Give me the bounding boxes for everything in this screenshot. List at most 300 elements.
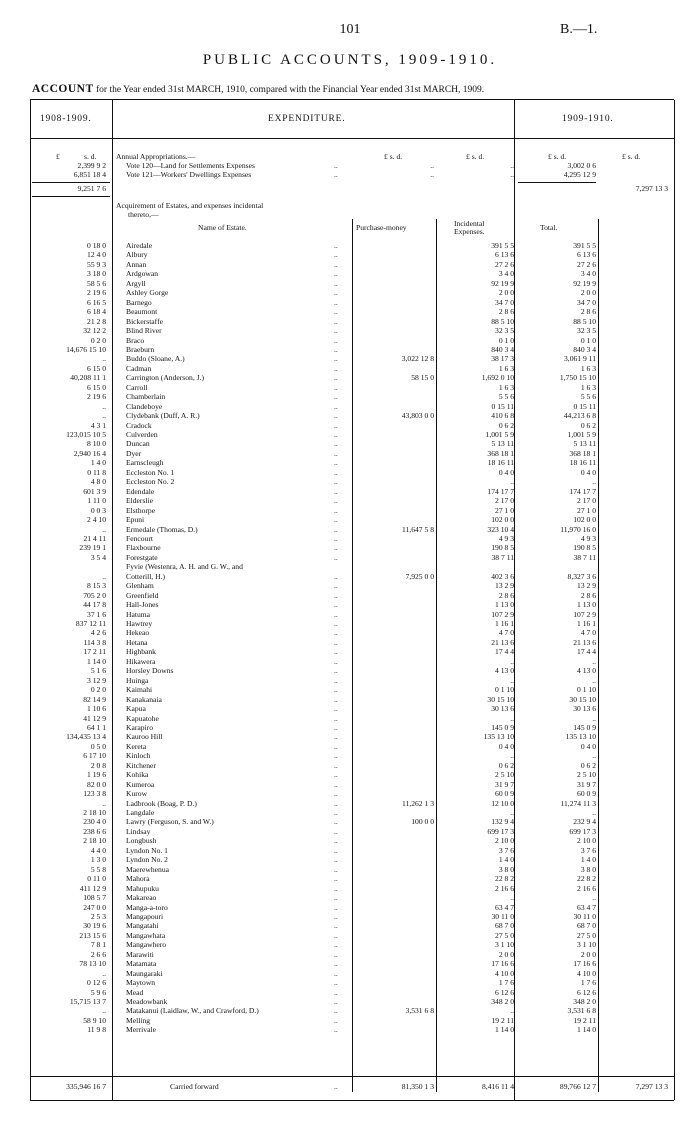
estate-row — [30, 317, 674, 326]
row-estate-name: Edendale — [126, 486, 155, 496]
row-leader: .. — [334, 439, 338, 449]
row-leader: .. — [334, 288, 338, 298]
row-total: 92 19 9 — [573, 278, 596, 288]
estate-row — [30, 421, 674, 430]
row-estate-name: Ashley Gorge — [126, 288, 169, 298]
row-total: 4 9 3 — [580, 533, 596, 543]
annual-leader: .. — [334, 170, 338, 179]
row-total: 88 5 10 — [573, 316, 596, 326]
row-total: 1 6 3 — [580, 363, 596, 373]
row-leader: .. — [334, 808, 338, 817]
row-leader: .. — [334, 864, 338, 874]
estate-row — [30, 430, 674, 439]
row-estate-name: Bickerstaffe — [126, 316, 163, 326]
row-incidental: 1 4 0 — [498, 855, 514, 865]
row-prev-year: 1 11 0 — [87, 496, 106, 506]
row-estate-name: Cradock — [126, 420, 152, 430]
row-estate-name: Glenham — [126, 581, 154, 591]
row-prev-year: 0 5 0 — [90, 741, 106, 751]
prev-year-header: 1908-1909. — [40, 114, 92, 124]
row-prev-year: 1 14 0 — [87, 656, 106, 666]
row-total: .. — [592, 751, 596, 761]
row-total: 6 13 6 — [577, 250, 596, 260]
estate-row — [30, 1006, 674, 1015]
row-estate-name: Huinga — [126, 675, 149, 685]
estate-row — [30, 496, 674, 505]
row-total: 32 3 5 — [577, 326, 596, 336]
header-rule — [30, 138, 674, 139]
estate-row — [30, 373, 674, 382]
row-estate-name: Lindsay — [126, 826, 151, 836]
row-total: 135 13 10 — [565, 732, 596, 742]
row-prev-year: 1 19 6 — [87, 770, 106, 780]
row-total: 22 8 2 — [577, 874, 596, 884]
row-incidental: .. — [510, 893, 514, 903]
row-leader: .. — [334, 845, 338, 855]
row-prev-year: 12 4 0 — [87, 250, 106, 260]
unit-incidental: £ s. d. — [466, 152, 485, 161]
estate-row — [30, 553, 674, 562]
row-estate-name: Merrivale — [126, 1025, 156, 1035]
row-total: 840 3 4 — [573, 344, 596, 354]
estate-row — [30, 477, 674, 486]
row-total: 30 13 6 — [573, 704, 596, 714]
row-incidental: 30 11 0 — [491, 911, 514, 921]
row-purchase-money: 3,022 12 8 — [401, 354, 434, 364]
row-incidental: 0 4 0 — [498, 741, 514, 751]
row-leader: .. — [334, 741, 338, 751]
row-estate-name: Maerewhenua — [126, 864, 170, 874]
row-leader: .. — [334, 533, 338, 543]
account-word: ACCOUNT — [32, 83, 94, 95]
estate-row — [30, 402, 674, 411]
row-prev-year: 58 5 6 — [87, 278, 106, 288]
row-estate-name: Mangawhero — [126, 940, 167, 950]
row-incidental: 0 1 0 — [498, 335, 514, 345]
row-total: 2 17 0 — [577, 496, 596, 506]
unit-curr: £ s. d. — [622, 152, 641, 161]
row-leader: .. — [334, 430, 338, 439]
estate-row — [30, 940, 674, 949]
unit-sd-prev — [84, 152, 96, 161]
row-leader: .. — [334, 552, 338, 562]
row-prev-year: 1 10 6 — [87, 704, 106, 714]
row-prev-year: 0 2 0 — [90, 335, 106, 345]
row-incidental: 0 4 0 — [498, 467, 514, 477]
row-leader: .. — [334, 732, 338, 742]
row-total: 5 13 11 — [573, 439, 596, 449]
row-prev-year: .. — [102, 354, 106, 364]
row-incidental: 38 17 3 — [491, 354, 514, 364]
row-incidental: 4 13 0 — [495, 666, 514, 676]
row-prev-year: 108 5 7 — [83, 893, 106, 903]
acquirement-heading: Acquirement of Estates, and expenses incidental — [116, 201, 264, 210]
unit-d-prev: d. — [90, 152, 97, 161]
row-leader: .. — [334, 760, 338, 770]
row-prev-year: .. — [102, 524, 106, 534]
estate-name-header: Name of Estate. — [198, 223, 247, 232]
estate-row — [30, 903, 674, 912]
row-incidental: .. — [510, 808, 514, 817]
annual-heading: Annual Appropriations.— — [116, 152, 196, 161]
row-leader: .. — [334, 1025, 338, 1035]
estate-row — [30, 950, 674, 959]
estate-row — [30, 704, 674, 713]
row-estate-name: Forestgate — [126, 552, 158, 562]
row-total: 391 5 5 — [573, 241, 596, 250]
unit-s-prev: s. — [84, 152, 89, 161]
annual-prev: 6,851 18 4 — [73, 170, 106, 179]
row-incidental: 135 13 10 — [483, 732, 514, 742]
row-leader: .. — [334, 250, 338, 260]
row-leader: .. — [334, 581, 338, 591]
row-estate-name: Maungaraki — [126, 968, 163, 978]
row-incidental: 840 3 4 — [491, 344, 514, 354]
estate-row — [30, 808, 674, 817]
row-prev-year: 837 12 11 — [75, 619, 106, 628]
row-purchase-money: 11,647 5 8 — [402, 524, 434, 534]
row-leader: .. — [334, 411, 338, 421]
row-prev-year: 5 9 6 — [90, 987, 106, 997]
row-estate-name: Culverden — [126, 430, 158, 439]
estate-row — [30, 742, 674, 751]
carried-purchase: 81,350 1 3 — [401, 1082, 434, 1091]
row-estate-name: Fyvie (Westenra, A. H. and G. W., and — [126, 562, 243, 572]
estate-row — [30, 354, 674, 363]
row-prev-year: 7 8 1 — [90, 940, 106, 950]
row-estate-name: Carroll — [126, 382, 148, 392]
row-estate-name: Lyndon No. 2 — [126, 855, 168, 865]
row-leader: .. — [334, 826, 338, 836]
row-leader: .. — [334, 817, 338, 827]
row-total: 13 2 9 — [577, 581, 596, 591]
estate-row — [30, 241, 674, 250]
row-estate-name: Kanakanaia — [126, 694, 162, 704]
row-estate-name: Lawry (Ferguson, S. and W.) — [126, 817, 214, 827]
row-incidental: 1 14 0 — [495, 1025, 514, 1035]
row-incidental: 2 8 6 — [498, 590, 514, 600]
row-total: 30 11 0 — [573, 911, 596, 921]
row-prev-year: 2 4 10 — [87, 515, 106, 525]
row-leader: .. — [334, 647, 338, 657]
row-total: 31 9 7 — [577, 779, 596, 789]
estate-row — [30, 921, 674, 930]
row-estate-name: Hetana — [126, 637, 148, 647]
row-estate-name: Fencourt — [126, 533, 153, 543]
row-prev-year: 0 0 3 — [90, 505, 106, 515]
row-estate-name: Airedale — [126, 241, 153, 250]
row-incidental: 68 7 0 — [495, 921, 514, 931]
estate-row — [30, 969, 674, 978]
row-estate-name: Langdale — [126, 808, 155, 817]
row-incidental: 2 0 0 — [498, 949, 514, 959]
row-estate-name: Carrington (Anderson, J.) — [126, 373, 205, 383]
row-incidental: 30 13 6 — [491, 704, 514, 714]
row-prev-year: .. — [102, 401, 106, 411]
row-estate-name: Epuni — [126, 515, 145, 525]
row-incidental: .. — [510, 1006, 514, 1016]
row-leader: .. — [334, 269, 338, 279]
row-total: 0 4 0 — [580, 741, 596, 751]
row-total: 102 0 0 — [573, 515, 596, 525]
account-description: for the Year ended 31st MARCH, 1910, compared with the Financial Year ended 31st MARCH, 1909. — [96, 85, 485, 95]
row-total: 60 0 9 — [577, 789, 596, 799]
row-leader: .. — [334, 326, 338, 336]
expenditure-table — [30, 99, 674, 1101]
row-leader: .. — [334, 316, 338, 326]
estate-row — [30, 411, 674, 420]
row-estate-name: Kohika — [126, 770, 149, 780]
estate-row — [30, 250, 674, 259]
row-total: 17 16 6 — [573, 959, 596, 969]
row-incidental: 3 7 6 — [498, 845, 514, 855]
row-leader: .. — [334, 959, 338, 969]
table-rule-right — [674, 100, 675, 1100]
row-leader: .. — [334, 893, 338, 903]
row-estate-name: Braeburn — [126, 344, 155, 354]
row-estate-name: Clydebank (Duff, A. R.) — [126, 411, 200, 421]
row-prev-year: 5 5 8 — [90, 864, 106, 874]
estate-row — [30, 789, 674, 798]
row-estate-name: Meadowbank — [126, 997, 168, 1006]
row-incidental: 27 2 6 — [495, 259, 514, 269]
row-purchase-money: 3,531 6 8 — [405, 1006, 434, 1016]
estate-row — [30, 912, 674, 921]
row-prev-year: .. — [102, 1006, 106, 1016]
estate-row — [30, 345, 674, 354]
row-total: 0 6 2 — [580, 760, 596, 770]
row-leader: .. — [334, 883, 338, 893]
row-prev-year: 21 2 8 — [87, 316, 106, 326]
estate-row — [30, 543, 674, 552]
estate-row — [30, 600, 674, 609]
row-total: 368 18 1 — [569, 448, 596, 458]
estate-row — [30, 884, 674, 893]
row-leader: .. — [334, 307, 338, 317]
row-purchase-money: 58 15 0 — [411, 373, 434, 383]
row-incidental: 0 6 2 — [498, 760, 514, 770]
row-estate-name: Maytown — [126, 978, 156, 988]
row-leader: .. — [334, 770, 338, 780]
row-leader: .. — [334, 930, 338, 940]
row-incidental: 1 6 3 — [498, 363, 514, 373]
estate-row — [30, 836, 674, 845]
row-total: 44,213 6 8 — [563, 411, 596, 421]
row-estate-name: Elsthorpe — [126, 505, 156, 515]
row-leader: .. — [334, 524, 338, 534]
row-total: 4 13 0 — [577, 666, 596, 676]
row-estate-name: Earnscleugh — [126, 458, 164, 468]
row-estate-name: Cotterill, H.) — [126, 571, 166, 581]
row-incidental: 18 16 11 — [487, 458, 514, 468]
curr-year-header: 1909-1910. — [562, 114, 614, 124]
row-total: 232 9 4 — [573, 817, 596, 827]
row-incidental: 6 13 6 — [495, 250, 514, 260]
estate-row — [30, 855, 674, 864]
row-total: .. — [592, 675, 596, 685]
row-estate-name: Dyer — [126, 448, 142, 458]
row-prev-year: 0 2 0 — [90, 685, 106, 695]
estate-row — [30, 647, 674, 656]
row-leader: .. — [334, 637, 338, 647]
row-estate-name: Duncan — [126, 439, 150, 449]
total-header: Total. — [540, 223, 558, 232]
row-prev-year: 0 18 0 — [87, 241, 106, 250]
row-incidental: 1 6 3 — [498, 382, 514, 392]
row-leader: .. — [334, 382, 338, 392]
row-total: 0 15 11 — [573, 401, 596, 411]
estate-row — [30, 959, 674, 968]
row-estate-name: Mangatahi — [126, 921, 159, 931]
row-total: 2 10 0 — [577, 836, 596, 846]
row-leader: .. — [334, 1015, 338, 1025]
row-incidental: 5 13 11 — [491, 439, 514, 449]
account-caption — [32, 83, 484, 95]
unit-total: £ s. d. — [548, 152, 567, 161]
row-total: 3,531 6 8 — [567, 1006, 596, 1016]
row-prev-year: 2 19 6 — [87, 288, 106, 298]
row-leader: .. — [334, 448, 338, 458]
annual-purchase: .. — [430, 170, 434, 179]
carried-forward-row — [30, 1082, 674, 1091]
row-prev-year: 5 1 6 — [90, 666, 106, 676]
row-prev-year: 15,715 13 7 — [69, 997, 106, 1006]
row-incidental: 1 16 1 — [495, 619, 514, 628]
annual-prev-total: 9,251 7 6 — [77, 184, 106, 193]
row-total: 1 14 0 — [577, 1025, 596, 1035]
row-prev-year: .. — [102, 968, 106, 978]
row-incidental: 323 10 4 — [487, 524, 514, 534]
page-number: 101 — [339, 22, 361, 37]
row-total: 174 17 7 — [569, 486, 596, 496]
row-prev-year: 0 11 8 — [87, 467, 106, 477]
row-leader: .. — [334, 515, 338, 525]
purchase-money-header: Purchase-money — [356, 223, 407, 232]
row-estate-name: Eccleston No. 2 — [126, 477, 175, 487]
row-estate-name: Horsley Downs — [126, 666, 174, 676]
row-estate-name: Barnego — [126, 297, 152, 307]
estate-row — [30, 326, 674, 335]
row-leader: .. — [334, 949, 338, 959]
row-prev-year: 78 13 10 — [79, 959, 106, 969]
row-prev-year: 30 19 6 — [83, 921, 106, 931]
row-incidental: 19 2 11 — [491, 1015, 514, 1025]
row-incidental: 1,001 5 9 — [485, 430, 514, 439]
row-prev-year: .. — [102, 798, 106, 808]
row-leader: .. — [334, 259, 338, 269]
estate-row — [30, 723, 674, 732]
row-prev-year: 2 5 3 — [90, 911, 106, 921]
row-prev-year: 14,676 15 10 — [66, 344, 106, 354]
row-total: 0 1 0 — [580, 335, 596, 345]
row-incidental: 0 15 11 — [491, 401, 514, 411]
row-estate-name: Albury — [126, 250, 148, 260]
row-total: .. — [592, 808, 596, 817]
row-prev-year: 239 19 1 — [79, 543, 106, 553]
row-total: 2 0 0 — [580, 949, 596, 959]
row-total: 68 7 0 — [577, 921, 596, 931]
row-incidental: 2 8 6 — [498, 307, 514, 317]
row-total: 27 2 6 — [577, 259, 596, 269]
row-incidental: 190 8 5 — [491, 543, 514, 553]
row-estate-name: Lyndon No. 1 — [126, 845, 168, 855]
row-incidental: 2 16 6 — [495, 883, 514, 893]
row-incidental: 132 9 4 — [491, 817, 514, 827]
row-estate-name: Kapua — [126, 704, 146, 714]
row-leader: .. — [334, 505, 338, 515]
row-incidental: 0 1 10 — [495, 685, 514, 695]
row-leader: .. — [334, 354, 338, 364]
estate-row — [30, 525, 674, 534]
row-estate-name: Buddo (Sloane, A.) — [126, 354, 185, 364]
estate-row — [30, 449, 674, 458]
row-leader: .. — [334, 968, 338, 978]
row-purchase-money: 100 0 0 — [411, 817, 434, 827]
row-incidental: 3 4 0 — [498, 269, 514, 279]
row-incidental: 6 12 6 — [495, 987, 514, 997]
estate-row — [30, 988, 674, 997]
unit-pound-prev: £ — [56, 152, 60, 161]
row-incidental: 13 2 9 — [495, 581, 514, 591]
row-estate-name: Clandeboye — [126, 401, 163, 411]
row-prev-year: 58 9 10 — [83, 1015, 106, 1025]
estate-row — [30, 562, 674, 571]
page-reference: B.—1. — [560, 22, 598, 37]
estate-row — [30, 279, 674, 288]
estate-row — [30, 817, 674, 826]
row-prev-year: 213 15 6 — [79, 930, 106, 940]
row-estate-name: Cadman — [126, 363, 152, 373]
row-leader: .. — [334, 978, 338, 988]
row-total: 3 4 0 — [580, 269, 596, 279]
estate-row — [30, 695, 674, 704]
row-purchase-money: 7,925 0 0 — [405, 571, 434, 581]
row-estate-name: Kinloch — [126, 751, 151, 761]
row-prev-year: 0 12 6 — [87, 978, 106, 988]
row-estate-name: Greenfield — [126, 590, 159, 600]
row-incidental: 38 7 11 — [491, 552, 514, 562]
row-prev-year: 2 6 6 — [90, 949, 106, 959]
row-leader: .. — [334, 987, 338, 997]
row-incidental: .. — [510, 477, 514, 487]
row-total: 38 7 11 — [573, 552, 596, 562]
row-estate-name: Makareao — [126, 893, 157, 903]
row-prev-year: 3 12 9 — [87, 675, 106, 685]
row-total: .. — [592, 713, 596, 723]
row-leader: .. — [334, 363, 338, 373]
annual-row — [30, 170, 674, 179]
row-incidental: .. — [510, 713, 514, 723]
estate-row — [30, 515, 674, 524]
row-leader: .. — [334, 902, 338, 912]
row-leader: .. — [334, 297, 338, 307]
row-total: 699 17 3 — [569, 826, 596, 836]
annual-total: 4,295 12 9 — [563, 170, 596, 179]
row-estate-name: Marawiti — [126, 949, 154, 959]
row-leader: .. — [334, 713, 338, 723]
row-leader: .. — [334, 496, 338, 506]
row-leader: .. — [334, 628, 338, 638]
row-incidental: 3 8 0 — [498, 864, 514, 874]
row-incidental: 699 17 3 — [487, 826, 514, 836]
row-prev-year: 238 6 6 — [83, 826, 106, 836]
estate-row — [30, 591, 674, 600]
row-leader: .. — [334, 590, 338, 600]
row-incidental: 4 7 0 — [498, 628, 514, 638]
row-estate-name: Hekeao — [126, 628, 150, 638]
row-leader: .. — [334, 874, 338, 884]
incidental-header-cont: Expenses. — [454, 227, 485, 236]
